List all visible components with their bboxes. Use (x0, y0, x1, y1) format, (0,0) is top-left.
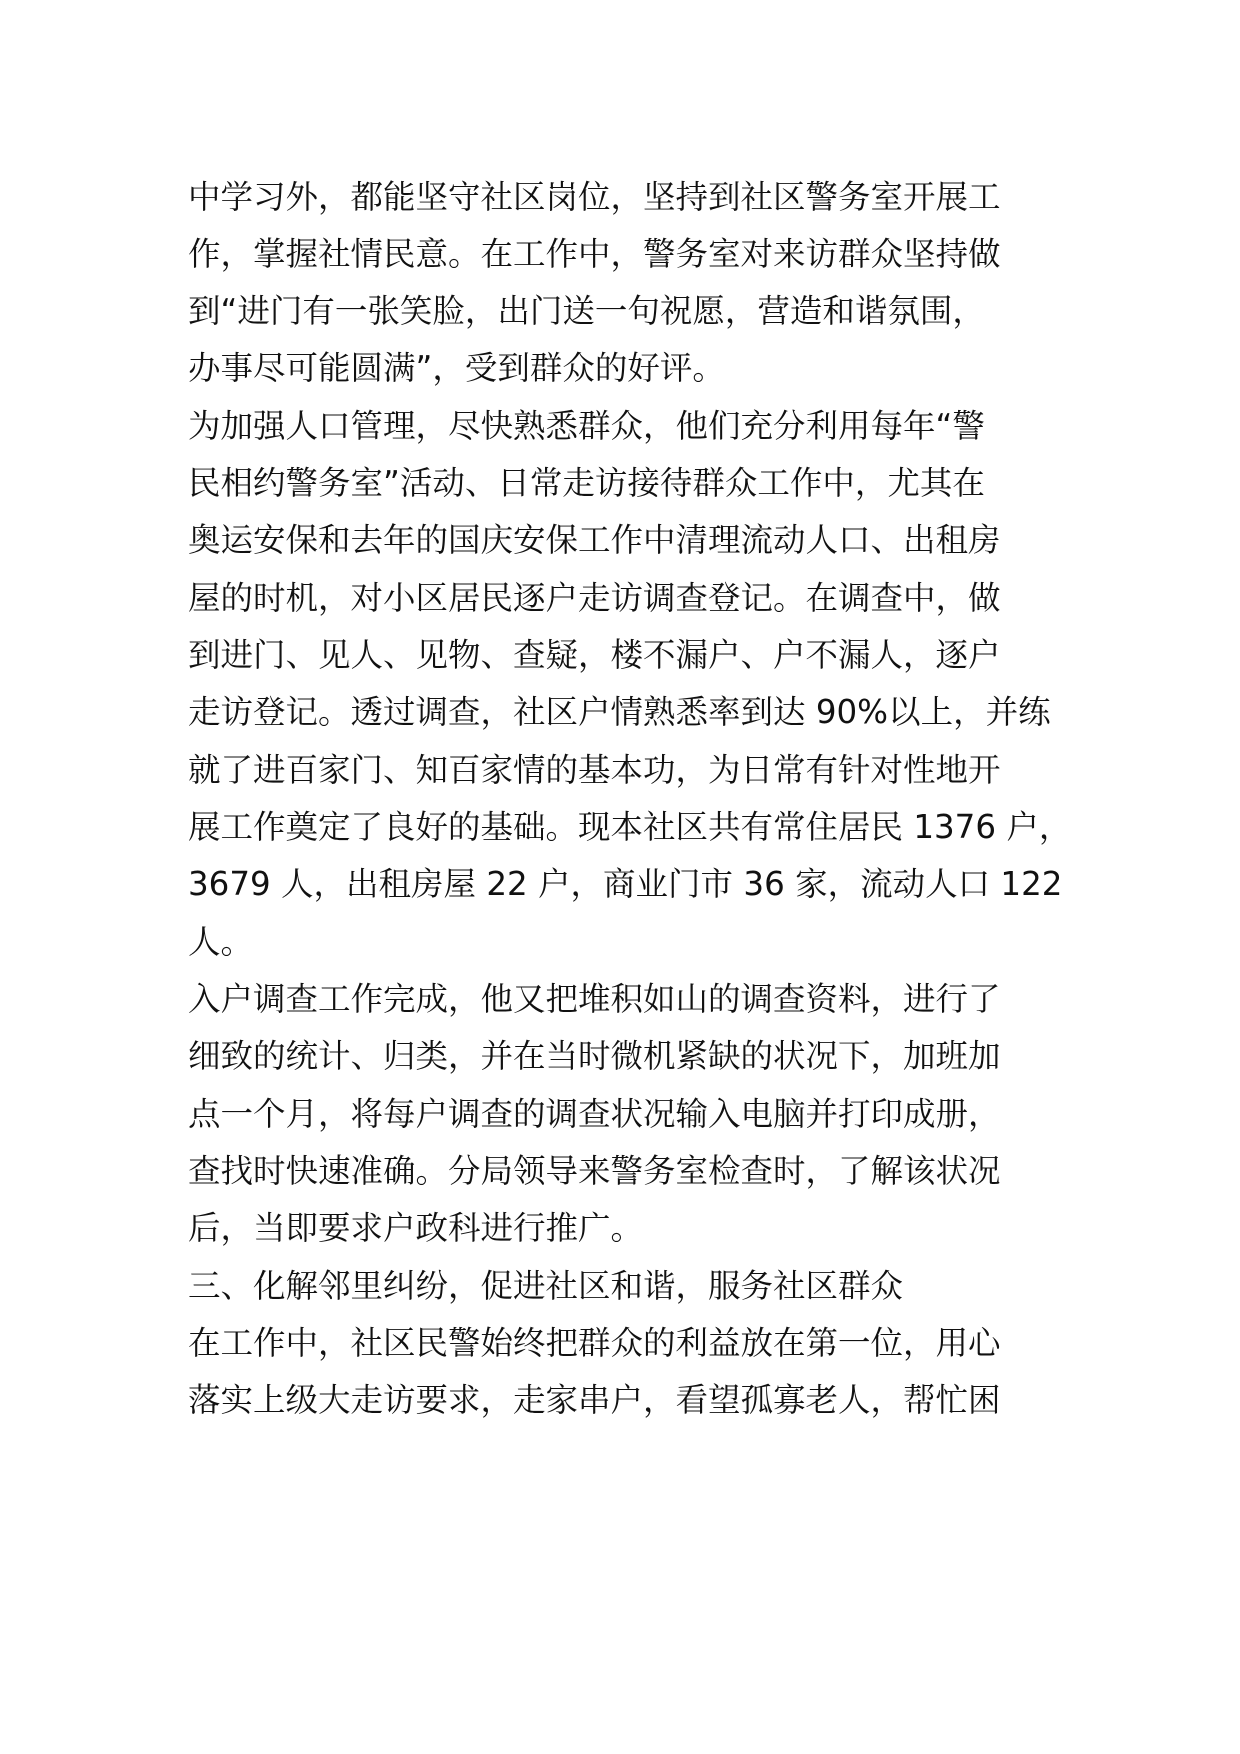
text-line: 奥运安保和去年的国庆安保工作中清理流动人口、出租房 (188, 521, 1001, 559)
text-line: 就了进百家门、知百家情的基本功，为日常有针对性地开 (188, 751, 1001, 789)
text-line: 屋的时机，对小区居民逐户走访调查登记。在调查中，做 (188, 579, 1001, 617)
text-line: 后，当即要求户政科进行推广。 (188, 1209, 644, 1247)
text-line: 展工作奠定了良好的基础。现本社区共有常住居民 1376 户， (188, 808, 1072, 846)
text-line: 细致的统计、归类，并在当时微机紧缺的状况下，加班加 (188, 1037, 1001, 1075)
text-line: 在工作中，社区民警始终把群众的利益放在第一位，用心 (188, 1324, 1001, 1362)
text-line: 查找时快速准确。分局领导来警务室检查时，了解该状况 (188, 1152, 1001, 1190)
text-line: 3679 人，出租房屋 22 户，商业门市 36 家，流动人口 122 (188, 865, 1063, 903)
text-line: 为加强人口管理，尽快熟悉群众，他们充分利用每年“警 (188, 407, 985, 445)
text-line: 人。 (188, 923, 254, 961)
text-line: 中学习外，都能坚守社区岗位，坚持到社区警务室开展工 (188, 178, 1001, 216)
text-line: 走访登记。透过调查，社区户情熟悉率到达 90%以上，并练 (188, 693, 1051, 731)
text-line: 点一个月，将每户调查的调查状况输入电脑并打印成册， (188, 1095, 1001, 1133)
text-line: 作，掌握社情民意。在工作中，警务室对来访群众坚持做 (188, 235, 1001, 273)
text-line: 入户调查工作完成，他又把堆积如山的调查资料，进行了 (188, 980, 1001, 1018)
text-line: 落实上级大走访要求，走家串户，看望孤寡老人，帮忙困 (188, 1381, 1001, 1419)
text-line: 到进门、见人、见物、查疑，楼不漏户、户不漏人，逐户 (188, 636, 1001, 674)
text-line: 办事尽可能圆满”，受到群众的好评。 (188, 349, 725, 387)
text-line: 到“进门有一张笑脸，出门送一句祝愿，营造和谐氛围， (188, 292, 985, 330)
section-heading: 三、化解邻里纠纷，促进社区和谐，服务社区群众 (188, 1267, 904, 1305)
text-line: 民相约警务室”活动、日常走访接待群众工作中，尤其在 (188, 464, 985, 502)
